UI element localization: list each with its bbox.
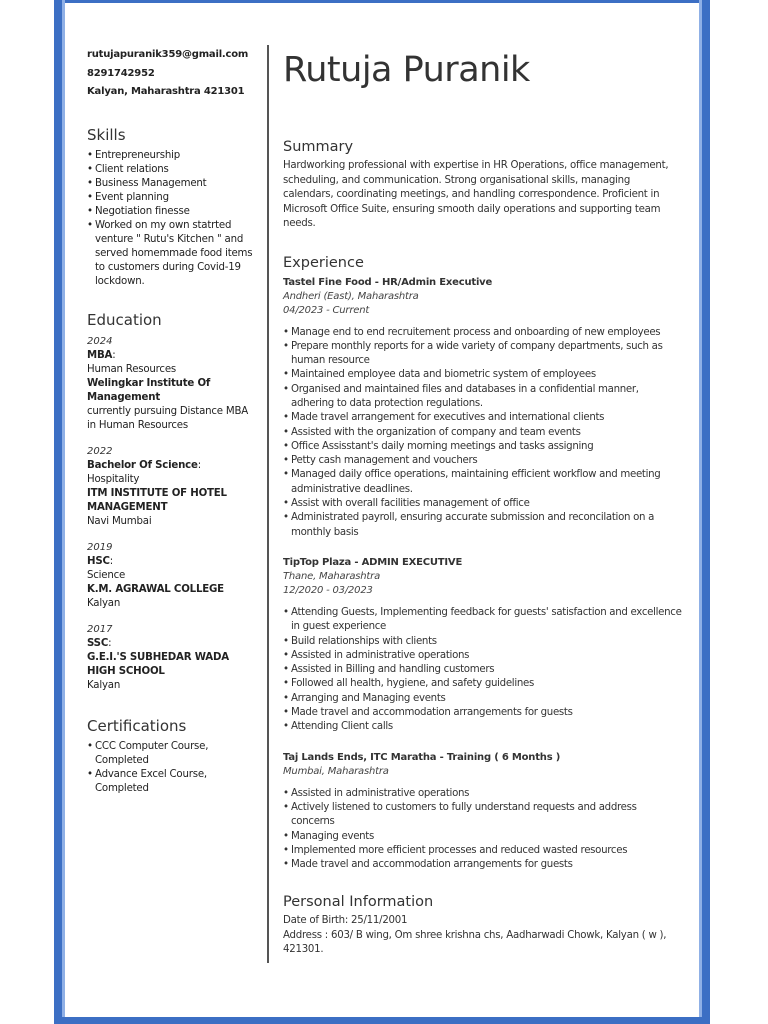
education-entry	[87, 445, 257, 529]
job-bullets	[283, 326, 683, 540]
job-bullets	[283, 787, 683, 873]
certifications-list	[87, 740, 257, 796]
page-frame-left	[54, 0, 62, 1024]
job-bullet: • Managing events	[283, 830, 683, 844]
job-bullet: • Petty cash management and vouchers	[283, 454, 683, 468]
contact-email[interactable]: rutujapuranik359@gmail.com	[87, 49, 249, 60]
job-bullet: • Implemented more efficient processes and reduced wasted resources	[283, 844, 683, 858]
column-divider	[267, 45, 269, 963]
education-note: Kalyan	[87, 679, 121, 691]
candidate-name: Rutuja Puranik	[283, 50, 530, 90]
education-year: 2019	[87, 541, 113, 553]
job-bullet: • Attending Client calls	[283, 720, 683, 734]
summary-heading: Summary	[283, 139, 354, 155]
contact-location: Kalyan, Maharashtra 421301	[87, 86, 245, 97]
personal-address: Address : 603/ B wing, Om shree krishna chs, Aadharwadi Chowk, Kalyan ( w ), 421301.	[283, 929, 667, 956]
education-degree: Bachelor Of Science:	[87, 459, 201, 471]
education-note: Navi Mumbai	[87, 515, 152, 527]
education-field: Science	[87, 569, 126, 581]
education-field: Human Resources	[87, 363, 177, 375]
job-bullet: • Attending Guests, Implementing feedback for guests' satisfaction and excellence in guest experience	[283, 606, 683, 635]
job-bullet: • Made travel and accommodation arrangements for guests	[283, 858, 683, 872]
job-dates: 04/2023 - Current	[283, 304, 370, 316]
page-frame-bottom	[54, 1017, 710, 1024]
job-bullet: • Assisted with the organization of company and team events	[283, 426, 683, 440]
certification-item: • Advance Excel Course, Completed	[87, 768, 257, 796]
job-location: Mumbai, Maharashtra	[283, 765, 389, 777]
education-note: currently pursuing Distance MBA in Human Resources	[87, 405, 249, 431]
job-title: Tastel Fine Food - HR/Admin Executive	[283, 276, 493, 288]
education-entry	[87, 623, 257, 693]
certification-item: • CCC Computer Course, Completed	[87, 740, 257, 768]
education-note: Kalyan	[87, 597, 121, 609]
skill-item: • Event planning	[87, 191, 257, 205]
job-bullet: • Managed daily office operations, maintaining efficient workflow and meeting administrative deadlines.	[283, 468, 683, 497]
education-year: 2024	[87, 335, 113, 347]
education-degree: MBA:	[87, 349, 116, 361]
skills-heading: Skills	[87, 125, 126, 144]
personal-dob: Date of Birth: 25/11/2001	[283, 915, 408, 927]
contact-phone[interactable]: 8291742952	[87, 67, 155, 79]
job-entry	[283, 556, 683, 735]
experience-heading: Experience	[283, 254, 364, 271]
education-year: 2022	[87, 445, 113, 457]
certifications-heading: Certifications	[87, 716, 187, 735]
education-entry	[87, 541, 257, 611]
right-column	[283, 46, 683, 958]
job-location: Andheri (East), Maharashtra	[283, 290, 419, 302]
job-bullet: • Made travel arrangement for executives and international clients	[283, 411, 683, 425]
education-degree: SSC:	[87, 637, 112, 649]
job-bullet: • Assisted in administrative operations	[283, 649, 683, 663]
page-frame-right	[702, 0, 710, 1024]
skill-item: • Client relations	[87, 163, 257, 177]
summary-text: Hardworking professional with expertise in HR Operations, office management, scheduling, and communication. Strong organisational skills, managing calendars, coordinating meetings, and handling correspondence. Proficient in Microsoft Office Suite, ensuring smooth daily operations and supporting team needs.	[283, 160, 669, 229]
job-bullet: • Manage end to end recruitement process and onboarding of new employees	[283, 326, 683, 340]
skill-item: • Entrepreneurship	[87, 149, 257, 163]
education-school: K.M. AGRAWAL COLLEGE	[87, 583, 224, 595]
job-title: Taj Lands Ends, ITC Maratha - Training ( 6 Months )	[283, 751, 561, 763]
job-dates: 12/2020 - 03/2023	[283, 584, 373, 596]
job-bullet: • Organised and maintained files and databases in a confidential manner, adhering to data protection regulations.	[283, 383, 683, 412]
job-location: Thane, Maharashtra	[283, 570, 380, 582]
job-bullet: • Maintained employee data and biometric system of employees	[283, 368, 683, 382]
education-degree: HSC:	[87, 555, 113, 567]
job-entry	[283, 276, 683, 540]
job-bullet: • Prepare monthly reports for a wide variety of company departments, such as human resource	[283, 340, 683, 369]
education-school: ITM INSTITUTE OF HOTEL MANAGEMENT	[87, 487, 227, 513]
job-bullet: • Made travel and accommodation arrangements for guests	[283, 706, 683, 720]
job-bullets	[283, 606, 683, 735]
job-bullet: • Arranging and Managing events	[283, 692, 683, 706]
job-bullet: • Assist with overall facilities management of office	[283, 497, 683, 511]
education-heading: Education	[87, 310, 162, 329]
contact-block	[87, 46, 257, 102]
job-entry	[283, 751, 683, 873]
education-year: 2017	[87, 623, 113, 635]
education-school: Welingkar Institute Of Management	[87, 377, 211, 403]
education-entry	[87, 335, 257, 433]
left-column	[87, 46, 257, 796]
education-field: Hospitality	[87, 473, 140, 485]
job-bullet: • Assisted in Billing and handling customers	[283, 663, 683, 677]
job-bullet: • Administrated payroll, ensuring accurate submission and reconcilation on a monthly basis	[283, 511, 683, 540]
education-school: G.E.I.'S SUBHEDAR WADA HIGH SCHOOL	[87, 651, 229, 677]
personal-info-heading: Personal Information	[283, 894, 434, 911]
skills-list	[87, 149, 257, 289]
job-bullet: • Office Assisstant's daily morning meetings and tasks assigning	[283, 440, 683, 454]
job-bullet: • Build relationships with clients	[283, 635, 683, 649]
skill-item: • Worked on my own statrted venture " Rutu's Kitchen " and served homemmade food items to customers during Covid-19 lockdown.	[87, 219, 257, 289]
skill-item: • Negotiation finesse	[87, 205, 257, 219]
skill-item: • Business Management	[87, 177, 257, 191]
job-bullet: • Assisted in administrative operations	[283, 787, 683, 801]
job-title: TipTop Plaza - ADMIN EXECUTIVE	[283, 556, 463, 568]
job-bullet: • Followed all health, hygiene, and safety guidelines	[283, 677, 683, 691]
job-bullet: • Actively listened to customers to fully understand requests and address concerns	[283, 801, 683, 830]
